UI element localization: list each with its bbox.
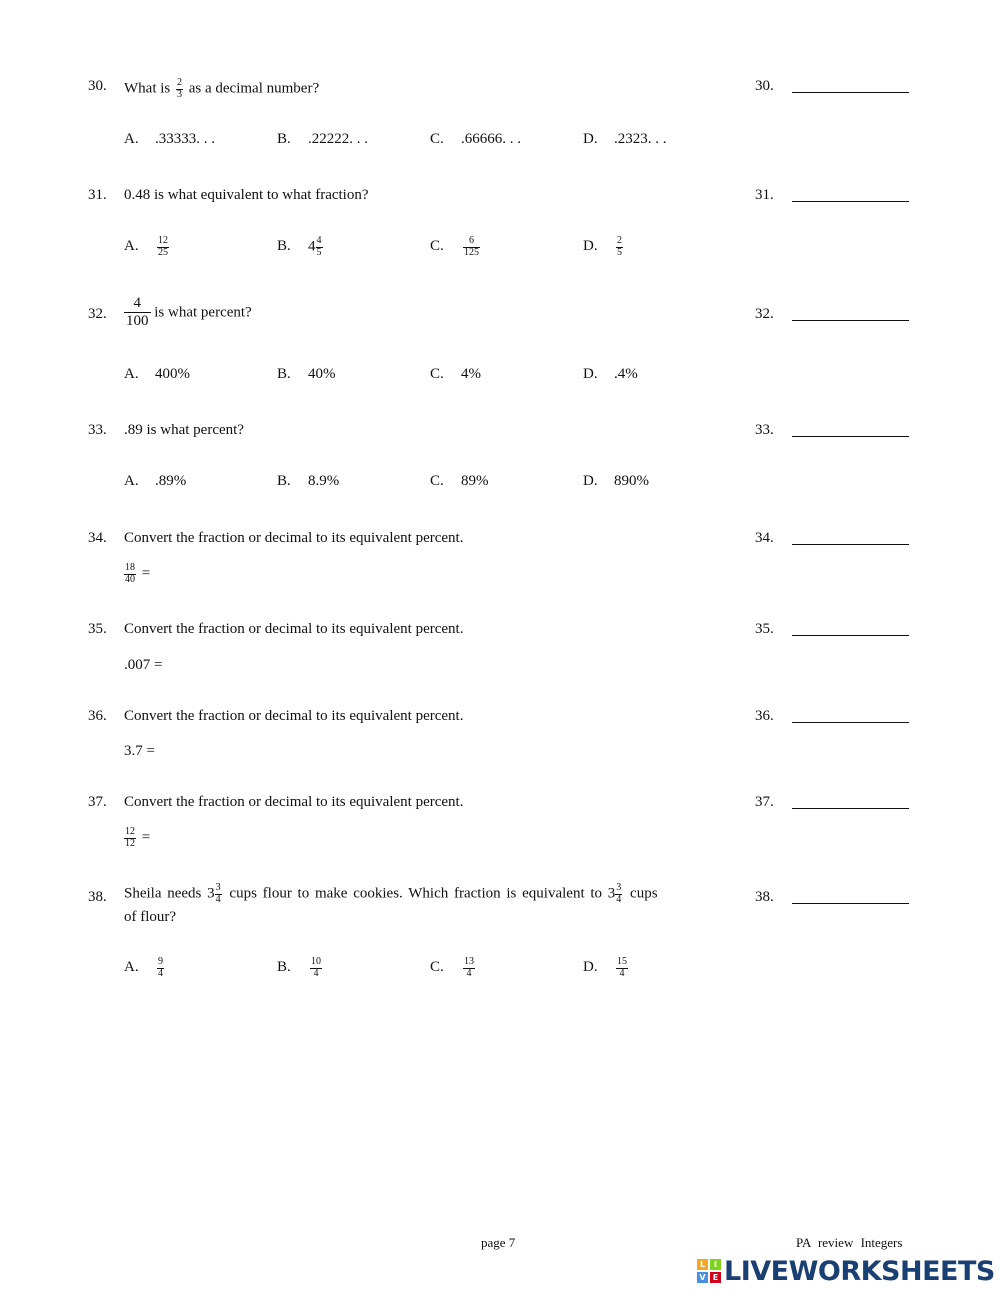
answer-number: 35. [755, 621, 774, 637]
choice-d[interactable]: D. .4% [583, 366, 638, 382]
expression-36: 3.7 = [124, 743, 155, 759]
choice-d[interactable]: D. $\frac{2}{5}$ [583, 235, 622, 258]
choice-b[interactable]: B. 4 $\frac{4}{5}$ [277, 235, 322, 258]
fraction: $\frac{4}{100}$ [126, 295, 149, 330]
answer-blank[interactable] [792, 320, 909, 321]
answer-number: 31. [755, 187, 774, 203]
question-number: 34. [88, 530, 107, 546]
answer-blank[interactable] [792, 92, 909, 93]
page-number: page 7 [481, 1235, 516, 1250]
answer-blank[interactable] [792, 722, 909, 723]
answer-number: 36. [755, 708, 774, 724]
choice-a[interactable]: A. 400% [124, 366, 190, 382]
logo-squares-icon: L I V E [697, 1259, 721, 1283]
answer-blank[interactable] [792, 635, 909, 636]
question-number: 31. [88, 187, 107, 203]
choice-d[interactable]: D. $\frac{15}{4}$ [583, 956, 627, 979]
question-prompt: Convert the fraction or decimal to its equivalent percent. [124, 530, 464, 546]
choice-d[interactable]: D. .2323. . . [583, 131, 667, 147]
expression-35: .007 = [124, 657, 163, 673]
expression-34: $\frac{18}{40}$ = [125, 562, 151, 585]
question-prompt: .89 is what percent? [124, 422, 244, 438]
question-prompt: 0.48 is what equivalent to what fraction? [124, 187, 369, 203]
liveworksheets-logo [697, 1256, 995, 1286]
question-prompt: Sheila needs 3 $\frac{3}{4}$ cups flour to make cookies. Which fraction is equivalent to 3 $\frac{3}{4}$ cups [124, 882, 658, 905]
question-number: 33. [88, 422, 107, 438]
answer-blank[interactable] [792, 544, 909, 545]
logo-text: LIVEWORKSHEETS [724, 1255, 995, 1287]
question-prompt: Convert the fraction or decimal to its equivalent percent. [124, 794, 464, 810]
question-number: 37. [88, 794, 107, 810]
document-title: PA review Integers [796, 1235, 903, 1250]
answer-blank[interactable] [792, 903, 909, 904]
expression-37: $\frac{12}{12}$ = [125, 826, 151, 849]
choice-b[interactable]: B. $\frac{10}{4}$ [277, 956, 321, 979]
choice-c[interactable]: C. $\frac{13}{4}$ [430, 956, 474, 979]
answer-number: 37. [755, 794, 774, 810]
question-number: 35. [88, 621, 107, 637]
question-prompt: Convert the fraction or decimal to its equivalent percent. [124, 621, 464, 637]
question-number: 36. [88, 708, 107, 724]
choice-d[interactable]: D. 890% [583, 473, 649, 489]
choice-a[interactable]: A. .89% [124, 473, 187, 489]
choice-c[interactable]: C. $\frac{6}{125}$ [430, 235, 479, 258]
choice-c[interactable]: C. 4% [430, 366, 481, 382]
choice-a[interactable]: A. $\frac{9}{4}$ [124, 956, 163, 979]
answer-number: 30. [755, 78, 774, 94]
question-number: 32. [88, 306, 107, 322]
choice-b[interactable]: B. 40% [277, 366, 336, 382]
choice-c[interactable]: C. 89% [430, 473, 489, 489]
fraction: $\frac{2}{3}$ [177, 77, 182, 100]
question-prompt: Convert the fraction or decimal to its equivalent percent. [124, 708, 464, 724]
choice-a[interactable]: A. $\frac{12}{25}$ [124, 235, 168, 258]
choice-c[interactable]: C. .66666. . . [430, 131, 521, 147]
question-prompt-line2: of flour? [124, 909, 177, 925]
answer-number: 38. [755, 889, 774, 905]
answer-blank[interactable] [792, 201, 909, 202]
choice-a[interactable]: A. .33333. . . [124, 131, 215, 147]
question-number: 38. [88, 889, 107, 905]
question-number: 30. [88, 78, 107, 94]
answer-blank[interactable] [792, 436, 909, 437]
answer-blank[interactable] [792, 808, 909, 809]
choice-b[interactable]: B. .22222. . . [277, 131, 368, 147]
question-prompt: $\frac{4}{100}$ is what percent? [126, 295, 252, 330]
answer-number: 32. [755, 306, 774, 322]
answer-number: 34. [755, 530, 774, 546]
choice-b[interactable]: B. 8.9% [277, 473, 340, 489]
answer-number: 33. [755, 422, 774, 438]
question-prompt: What is $\frac{2}{3}$ as a decimal number? [124, 77, 320, 100]
